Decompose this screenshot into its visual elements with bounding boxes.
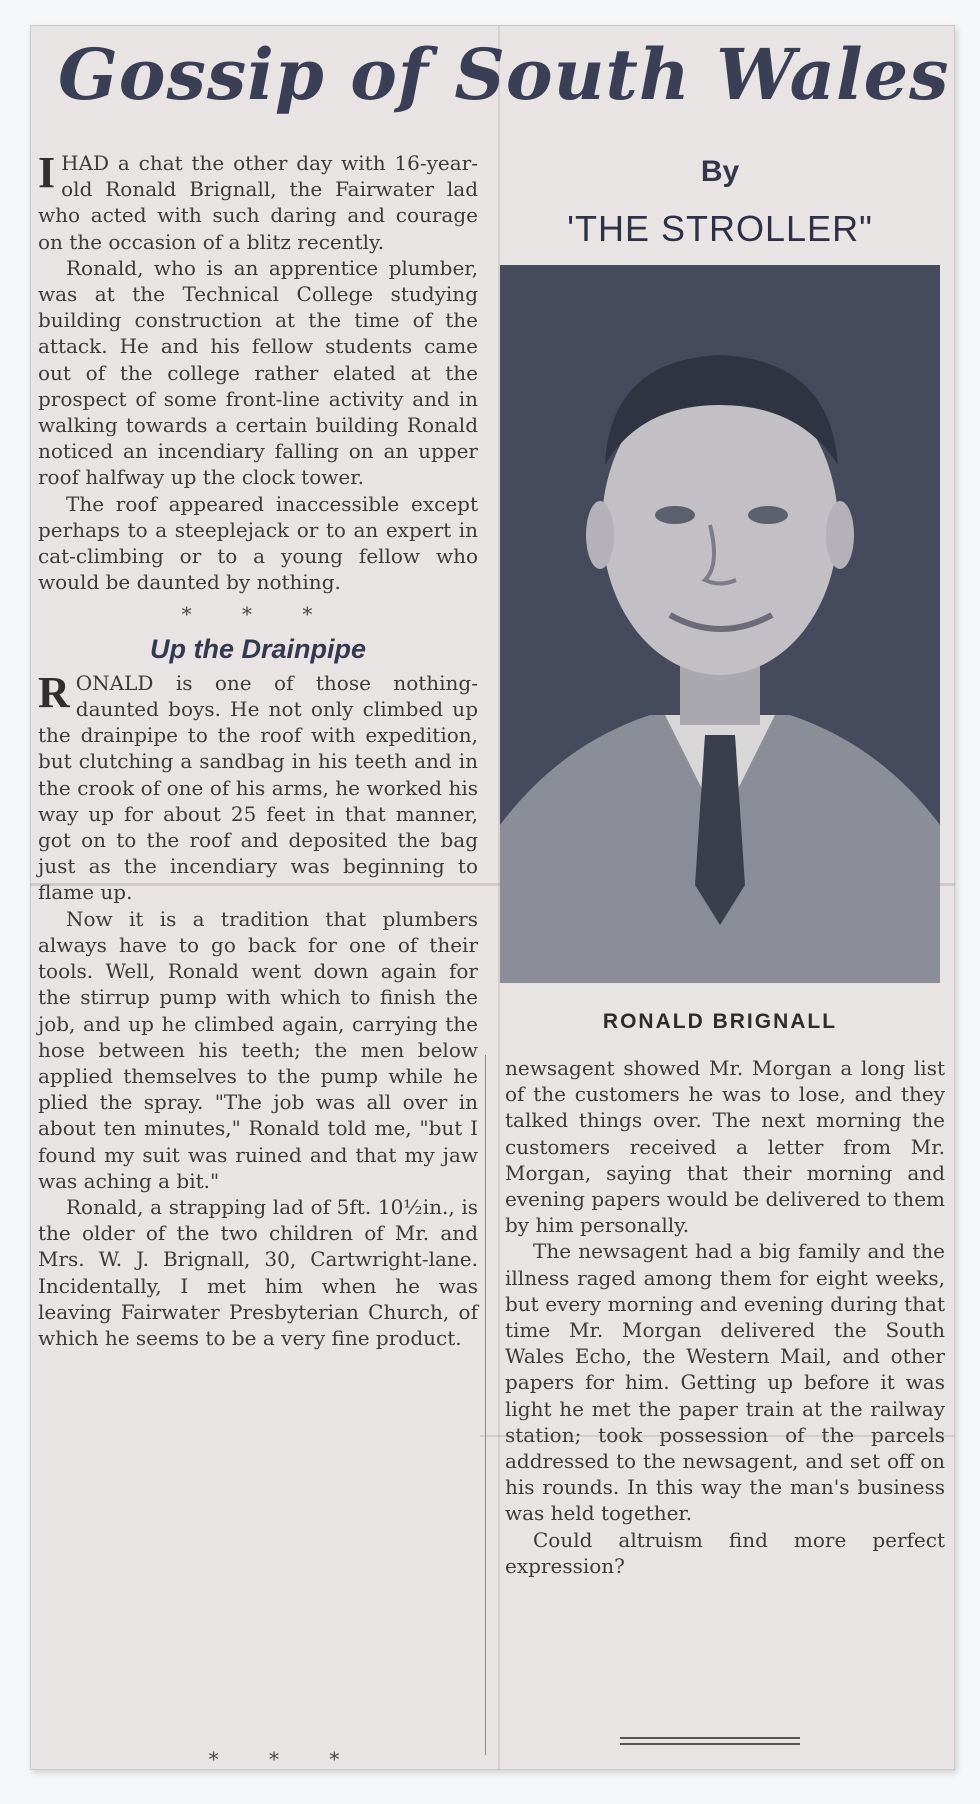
end-rule bbox=[620, 1743, 800, 1745]
portrait-photo bbox=[500, 265, 940, 983]
byline-author: 'THE STROLLER" bbox=[567, 208, 873, 249]
drop-cap: R bbox=[38, 667, 70, 717]
end-rule bbox=[620, 1737, 800, 1739]
paragraph: Could altruism find more perfect expression? bbox=[505, 1527, 945, 1578]
paragraph: Ronald, a strapping lad of 5ft. 10½in., is the older of the two children of Mr. and Mrs. W. J. Brignall, 30, Cartwright-lane. Incidentally, I met him when he was leaving Fairwater Presbyterian Church, of which he seems to be a very fine product. bbox=[38, 1194, 478, 1350]
paragraph: The roof appeared inaccessible except perhaps to a steeplejack or to an expert in cat-climbing or to a young fellow who would be daunted by nothing. bbox=[38, 491, 478, 595]
photo-caption: RONALD BRIGNALL bbox=[602, 1010, 838, 1033]
column-divider bbox=[485, 1055, 486, 1755]
byline-by: By bbox=[700, 155, 740, 188]
headline: Gossip of South Wales bbox=[58, 33, 950, 116]
paragraph: Ronald, who is an apprentice plumber, was at the Technical College studying building construction at the time of the attack. He and his fellow students came out of the college rather elated at the prospect of some front-line activity and in walking towards a certain building Ronald noticed an incendiary falling on an upper roof halfway up the clock tower. bbox=[38, 255, 478, 490]
subheading: Up the Drainpipe bbox=[149, 633, 366, 664]
drop-cap: I bbox=[38, 148, 56, 197]
portrait-illustration bbox=[500, 265, 940, 983]
paragraph: IHAD a chat the other day with 16-year-old Ronald Brignall, the Fairwater lad who acted with such daring and courage on the occasion of a blitz recently. bbox=[38, 148, 478, 254]
paragraph: The newsagent had a big family and the illness raged among them for eight weeks, but every morning and evening during that time Mr. Morgan delivered the South Wales Echo, the Western Mail, and other papers for him. Getting up before it was light he met the paper train at the railway station; took possession of the parcels addressed to the newsagent, and set off on his rounds. In this way the man's business was held together. bbox=[505, 1239, 945, 1526]
paragraph: RONALD is one of those nothing-daunted boys. He not only climbed up the drainpipe to the roof with expedition, but clutching a sandbag in his teeth and in the crook of one of his arms, he worked his way up for about 25 feet in that manner, got on to the roof and deposited the bag just as the incendiary was beginning to flame up. bbox=[38, 667, 478, 905]
left-column bbox=[38, 150, 478, 1351]
section-break: * * * bbox=[181, 602, 335, 627]
paragraph: Now it is a tradition that plumbers always have to go back for one of their tools. Well, Ronald went down again for the stirrup pump with which to finish the job, and up he climbed again, carrying the hose between his teeth; the men below applied themselves to the pump while he plied the spray. "The job was all over in about ten minutes," Ronald told me, "but I found my suit was ruined and that my jaw was aching a bit." bbox=[38, 906, 478, 1193]
section-break-end: * * * bbox=[208, 1747, 362, 1771]
right-column bbox=[505, 1055, 945, 1579]
newspaper-clipping bbox=[30, 25, 955, 1770]
paragraph: newsagent showed Mr. Morgan a long list of the customers he was to lose, and they talked things over. The next morning the customers received a letter from Mr. Morgan, saying that their morning and evening papers would be delivered to them by him personally. bbox=[505, 1056, 945, 1238]
